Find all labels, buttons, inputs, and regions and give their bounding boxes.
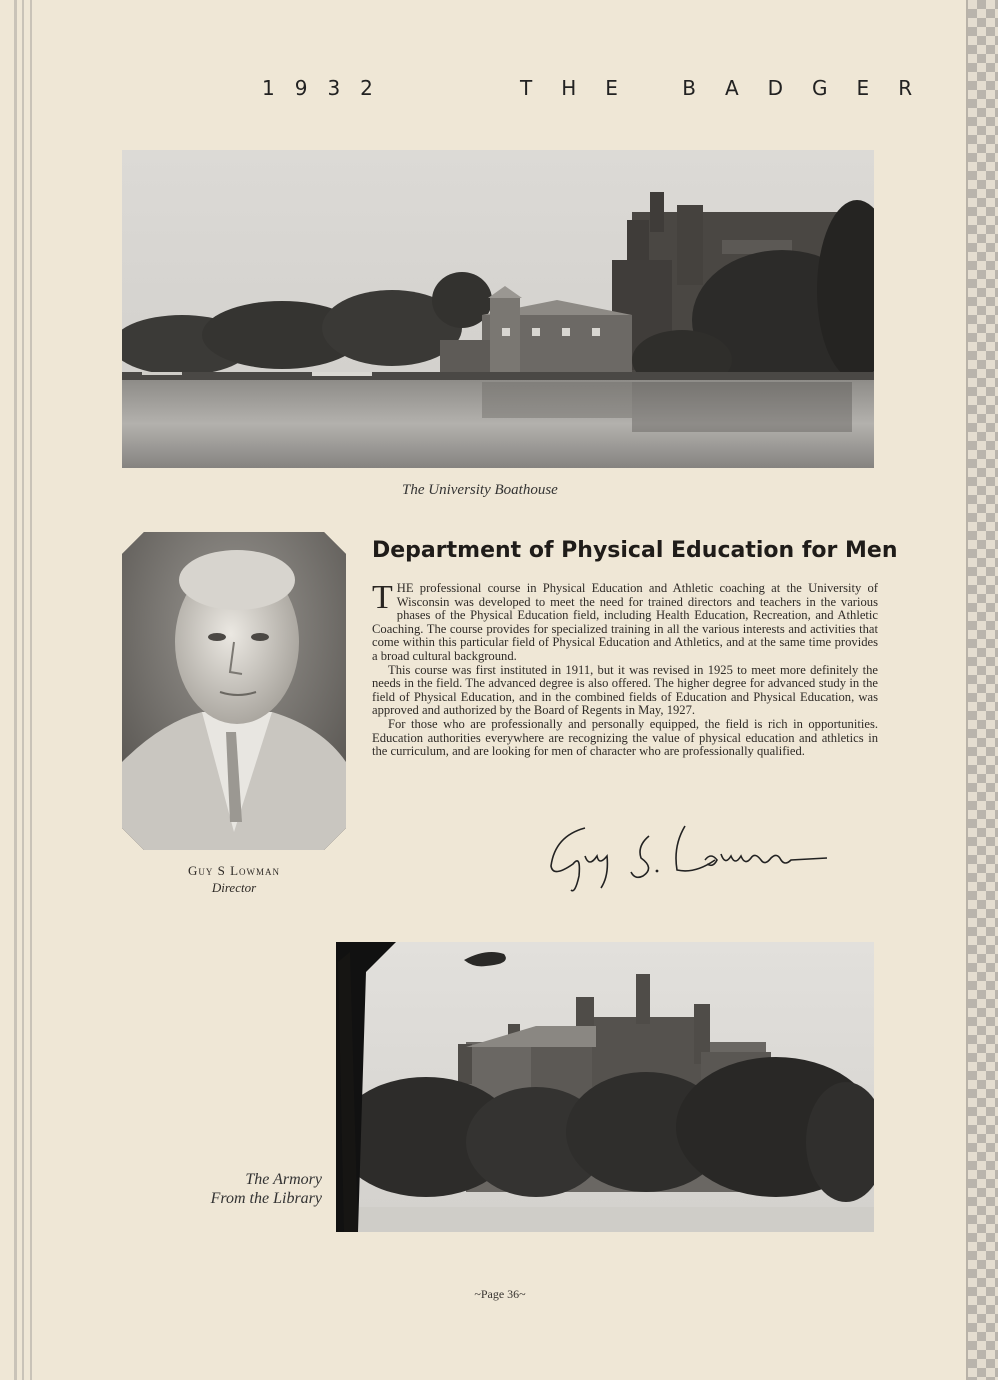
drop-cap: T	[372, 579, 393, 616]
article-paragraph-2: This course was first instituted in 1911, but it was revised in 1925 to meet more definitely the needs in the field. The advanced degree is also offered. The higher degree for advanced study in the field of Physical Education, and in the combined fields of Education and Physical Education, was approved and authorized by the Board of Regents in May, 1927.	[372, 662, 878, 718]
margin-rule-left-2	[22, 0, 24, 1380]
armory-illustration	[336, 942, 874, 1232]
header-year: 1932	[262, 76, 393, 100]
director-name: Guy S Lowman	[187, 863, 281, 878]
boathouse-illustration	[122, 150, 874, 468]
page-number: ~Page 36~	[474, 1287, 526, 1301]
decorative-border	[966, 0, 998, 1380]
article-paragraph-1	[372, 579, 878, 664]
portrait-illustration	[122, 532, 346, 850]
margin-rule-left-1	[14, 0, 17, 1380]
director-role: Director	[211, 880, 257, 895]
paragraph-1-text: HE professional course in Physical Education and Athletic coaching at the University of Wisconsin was developed to meet the need for trained directors and teachers in the various phases of the Physical Education field, including Health Education, Recreation, and Athletic Coaching. The course provides for specialized training in all the various interests and activities that come within this particular field of Physical Education and Athletics, and at the same time provides a broad cultural background.	[372, 581, 878, 663]
article-paragraph-3: For those who are professionally and personally equipped, the field is rich in opportunities. Education authorities everywhere are recognizing the value of physical education and athletics in the curriculum, and are looking for men of character who are professionally qualified.	[372, 716, 878, 759]
armory-caption-line-2: From the Library	[210, 1190, 322, 1207]
margin-rule-left-3	[30, 0, 32, 1380]
signature	[545, 816, 835, 896]
boathouse-photo	[122, 150, 874, 468]
article-body	[372, 579, 878, 759]
page-header	[262, 76, 942, 102]
armory-caption-line-1: The Armory	[245, 1171, 322, 1188]
article-title: Department of Physical Education for Men	[372, 538, 898, 563]
armory-photo	[336, 942, 874, 1232]
director-portrait	[122, 532, 346, 850]
armory-caption	[150, 1170, 322, 1208]
boathouse-caption: The University Boathouse	[402, 482, 558, 498]
header-title: THE BADGER	[520, 76, 942, 100]
